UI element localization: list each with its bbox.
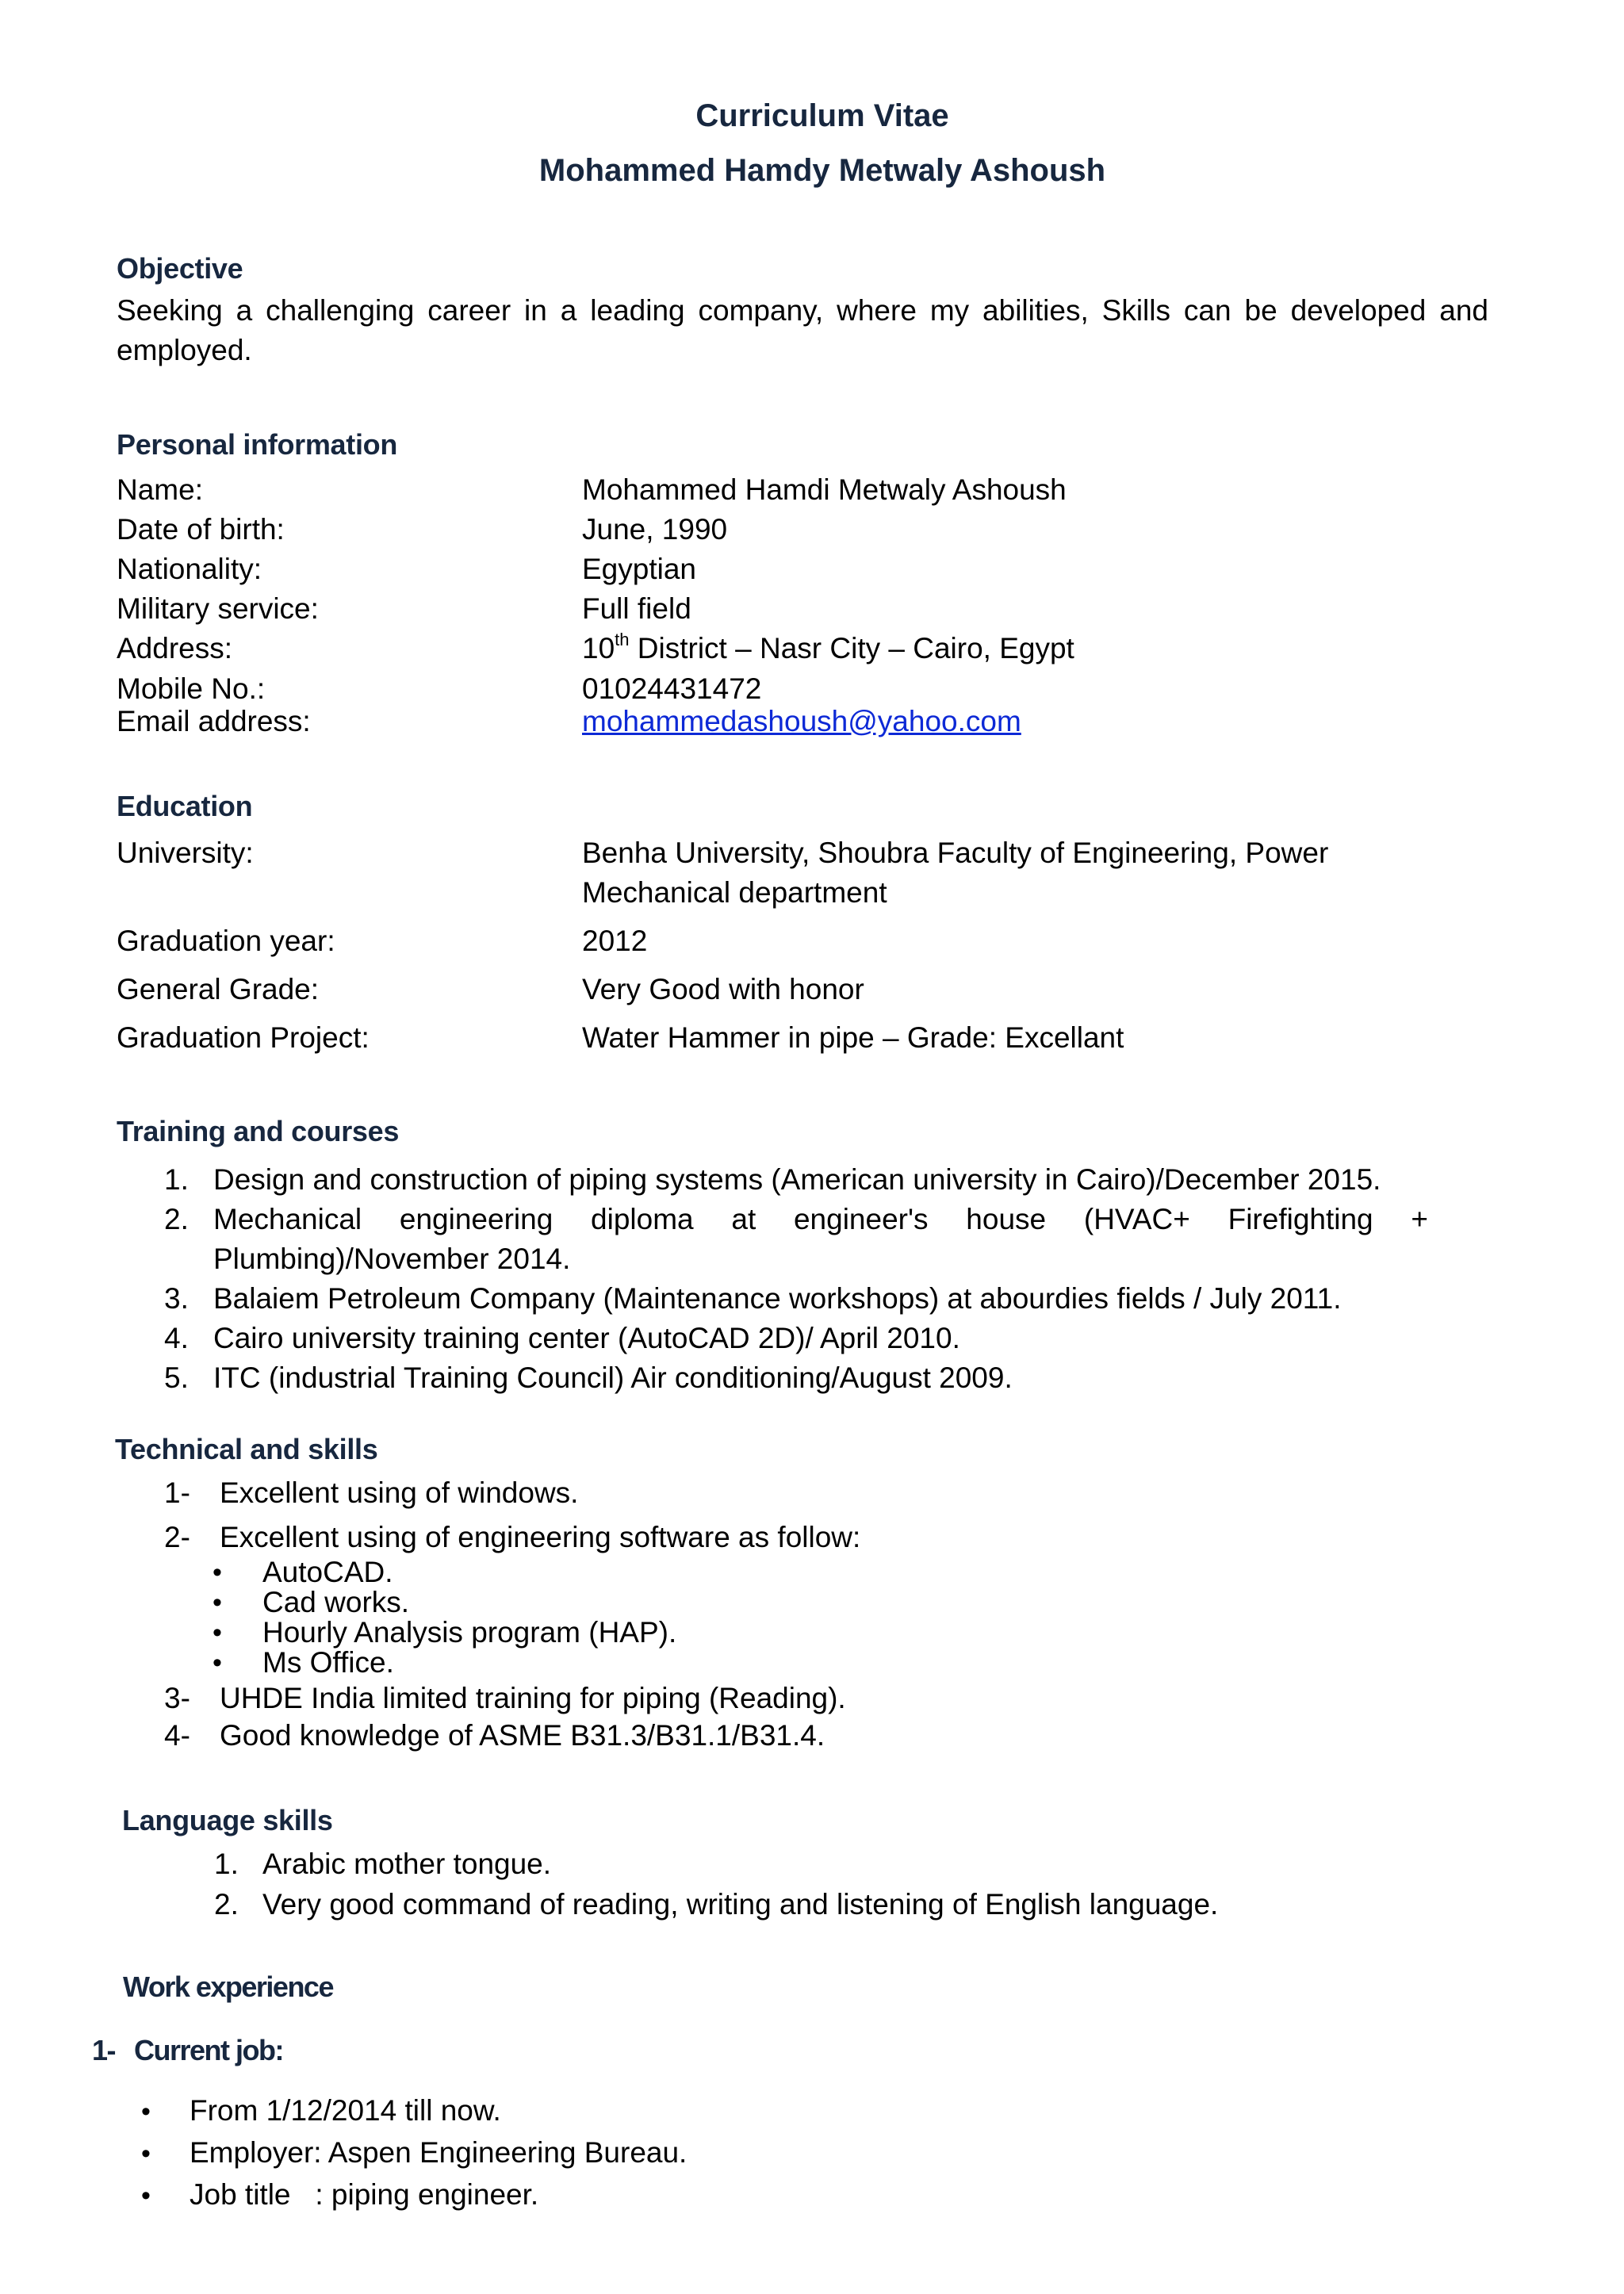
training-item: Balaiem Petroleum Company (Maintenance workshops) at abourdies fields / July 2011. [213, 1282, 1342, 1315]
job-detail: From 1/12/2014 till now. [190, 2094, 501, 2127]
software-item: AutoCAD. [262, 1556, 393, 1588]
objective-text-line2: employed. [117, 334, 252, 366]
skill-item-number: 4- [164, 1719, 190, 1752]
address-rest: District – Nasr City – Cairo, Egypt [629, 632, 1074, 664]
education-heading: Education [117, 790, 253, 822]
bullet-icon: • [141, 2097, 151, 2127]
address-number: 10 [582, 632, 615, 664]
language-item: Arabic mother tongue. [262, 1848, 552, 1880]
bullet-icon: • [141, 2139, 151, 2169]
military-label: Military service: [117, 592, 319, 625]
training-item: Cairo university training center (AutoCAD 2D)/ April 2010. [213, 1322, 960, 1354]
candidate-name: Mohammed Hamdy Metwaly Ashoush [538, 153, 1106, 188]
software-item: Cad works. [262, 1586, 410, 1618]
page-title: Curriculum Vitae [695, 98, 949, 133]
training-item: Design and construction of piping systems (American university in Cairo)/December 2015. [213, 1163, 1381, 1196]
email-label: Email address: [117, 705, 311, 737]
dob-value: June, 1990 [582, 513, 728, 546]
name-label: Name: [117, 473, 203, 506]
bullet-icon: • [141, 2181, 151, 2211]
technical-heading: Technical and skills [115, 1433, 378, 1465]
skill-item-number: 1- [164, 1476, 190, 1509]
training-item-number: 1. [164, 1163, 189, 1196]
grade-label: General Grade: [117, 973, 320, 1005]
software-item: Ms Office. [262, 1646, 394, 1679]
language-item: Very good command of reading, writing and listening of English language. [262, 1888, 1219, 1921]
skill-item-number: 2- [164, 1521, 190, 1553]
skill-item: Excellent using of windows. [220, 1476, 579, 1509]
bullet-icon: • [213, 1648, 222, 1678]
skill-item-number: 3- [164, 1682, 190, 1714]
project-value: Water Hammer in pipe – Grade: Excellant [582, 1021, 1124, 1054]
skill-item: UHDE India limited training for piping (Reading). [220, 1682, 846, 1714]
nationality-value: Egyptian [582, 553, 696, 585]
training-item-number: 5. [164, 1361, 189, 1394]
graduation-year-label: Graduation year: [117, 925, 335, 957]
bullet-icon: • [213, 1587, 222, 1618]
bullet-icon: • [213, 1557, 222, 1587]
training-item-number: 4. [164, 1322, 189, 1354]
language-item-number: 1. [214, 1848, 239, 1880]
graduation-year-value: 2012 [582, 925, 648, 957]
work-heading: Work experience [123, 1970, 333, 2003]
nationality-label: Nationality: [117, 553, 262, 585]
address-ordinal: th [615, 630, 630, 649]
current-job-heading: Current job: [134, 2034, 283, 2066]
address-value [582, 632, 1074, 665]
project-label: Graduation Project: [117, 1021, 370, 1054]
training-item: Mechanical engineering diploma at engineer's house (HVAC+ Firefighting + [213, 1203, 1428, 1235]
grade-value: Very Good with honor [582, 973, 864, 1005]
language-item-number: 2. [214, 1888, 239, 1921]
training-item-continued: Plumbing)/November 2014. [213, 1243, 571, 1275]
training-item-number: 2. [164, 1203, 189, 1235]
language-heading: Language skills [122, 1804, 333, 1836]
personal-info-heading: Personal information [117, 428, 398, 461]
university-value-line2: Mechanical department [582, 876, 887, 909]
skill-item: Good knowledge of ASME B31.3/B31.1/B31.4. [220, 1719, 825, 1752]
name-value: Mohammed Hamdi Metwaly Ashoush [582, 473, 1067, 506]
training-heading: Training and courses [117, 1115, 400, 1147]
training-item: ITC (industrial Training Council) Air conditioning/August 2009. [213, 1361, 1013, 1394]
skill-item: Excellent using of engineering software as follow: [220, 1521, 861, 1553]
email-link[interactable]: mohammedashoush@yahoo.com [582, 705, 1021, 737]
mobile-value: 01024431472 [582, 672, 762, 705]
job-detail: Employer: Aspen Engineering Bureau. [190, 2136, 688, 2169]
software-item: Hourly Analysis program (HAP). [262, 1616, 677, 1649]
objective-heading: Objective [117, 252, 243, 285]
military-value: Full field [582, 592, 691, 625]
mobile-label: Mobile No.: [117, 672, 266, 705]
training-item-number: 3. [164, 1282, 189, 1315]
bullet-icon: • [213, 1618, 222, 1648]
university-label: University: [117, 837, 254, 869]
objective-text-line1: Seeking a challenging career in a leading company, where my abilities, Skills can be developed and [117, 294, 1488, 327]
university-value-line1: Benha University, Shoubra Faculty of Engineering, Power [582, 837, 1329, 869]
address-label: Address: [117, 632, 233, 664]
job-number: 1- [92, 2034, 116, 2066]
job-detail: Job title : piping engineer. [190, 2178, 539, 2211]
dob-label: Date of birth: [117, 513, 285, 546]
